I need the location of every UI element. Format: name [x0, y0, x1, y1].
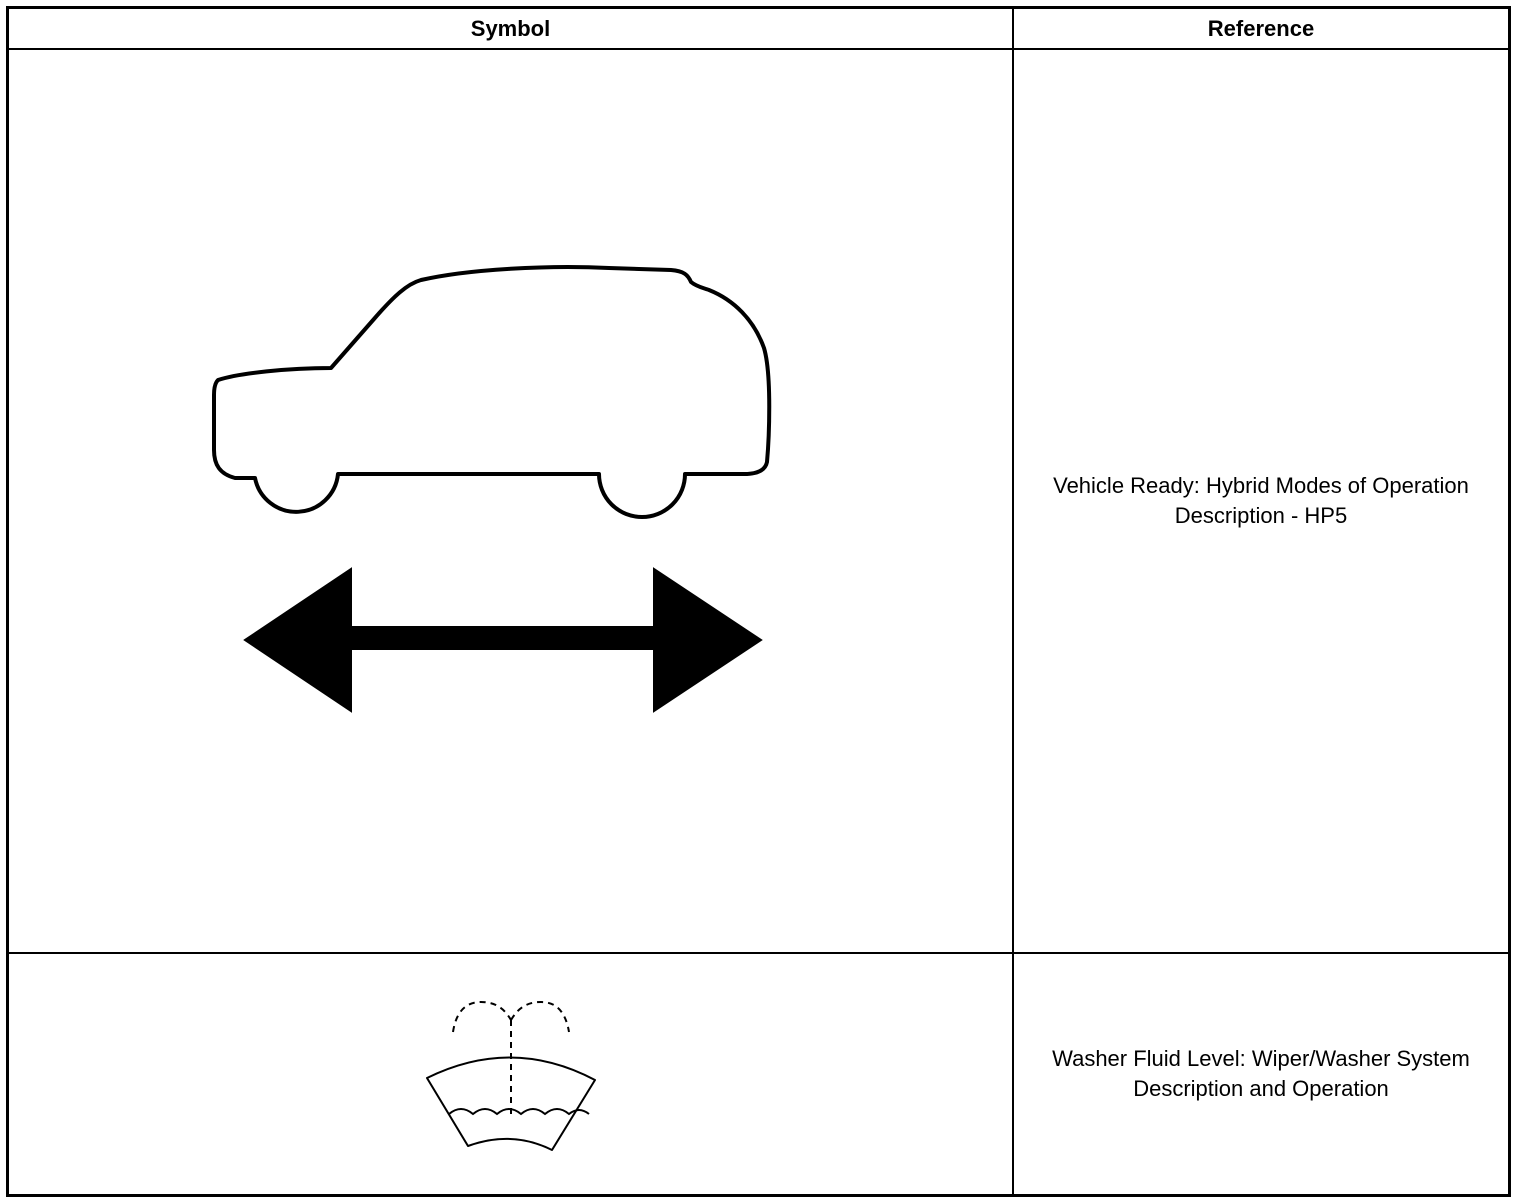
reservoir-outline — [427, 1058, 595, 1151]
symbol-cell — [8, 953, 1014, 1195]
reference-text-line-2: Description and Operation — [1133, 1076, 1389, 1102]
symbol-cell — [8, 49, 1014, 953]
reference-cell — [1013, 49, 1510, 953]
reference-text-line-2: Description - HP5 — [1174, 503, 1348, 529]
symbol-column-header: Symbol — [8, 8, 1014, 50]
spray-left-icon — [453, 1002, 511, 1032]
reference-text-line-1: Vehicle Ready: Hybrid Modes of Operation — [1053, 473, 1469, 499]
reference-cell — [1013, 953, 1510, 1195]
washer-fluid-icon — [9, 954, 1009, 1194]
reference-column-header: Reference — [1013, 8, 1510, 50]
table-row — [8, 49, 1510, 953]
vehicle-ready-icon — [9, 50, 1009, 952]
header-row — [8, 8, 1510, 50]
reference-text-line-1: Washer Fluid Level: Wiper/Washer System — [1052, 1046, 1470, 1072]
table-row — [8, 953, 1510, 1195]
spray-right-icon — [511, 1002, 569, 1032]
fluid-level-wave — [449, 1109, 589, 1114]
double-arrow-icon — [245, 569, 761, 711]
vehicle-outline — [214, 267, 769, 517]
symbol-reference-table — [6, 6, 1511, 1197]
